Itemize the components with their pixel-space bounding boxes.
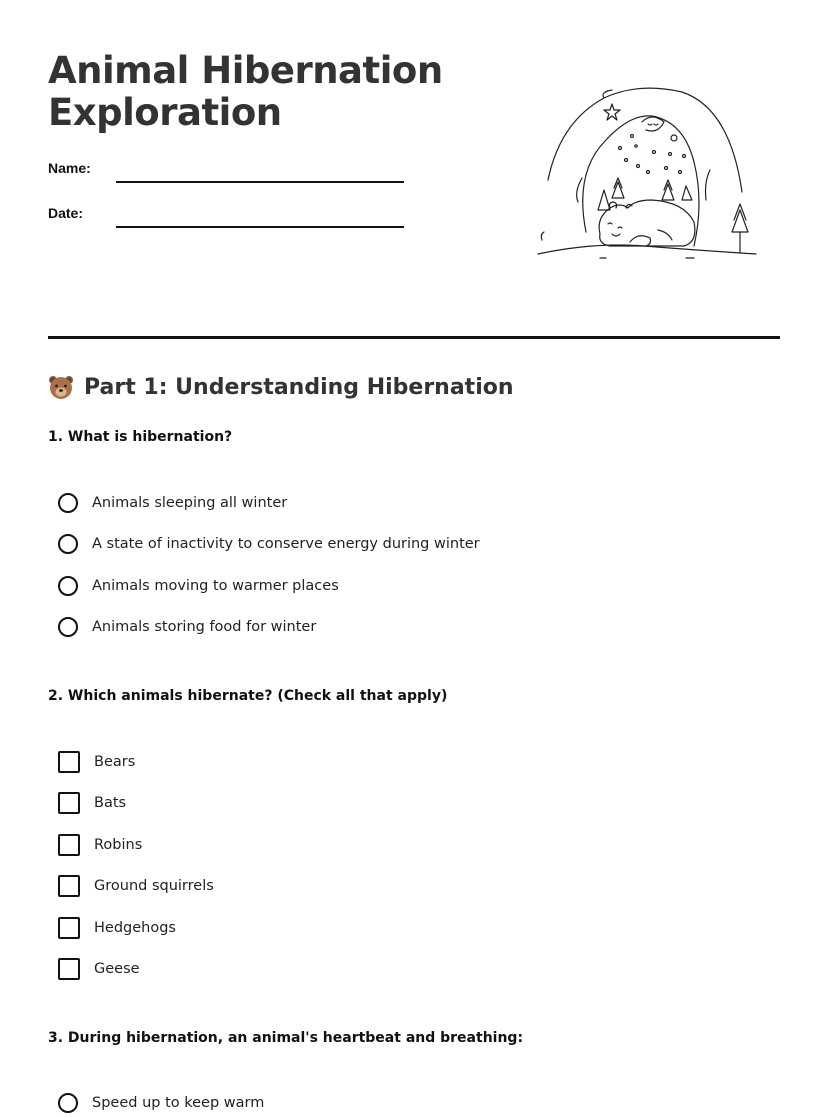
q1-option-2[interactable] (58, 532, 480, 556)
radio-button[interactable] (58, 617, 78, 637)
checkbox[interactable] (58, 792, 80, 814)
worksheet-title (48, 50, 443, 134)
name-field[interactable] (48, 160, 408, 184)
q2-option-5[interactable] (58, 916, 176, 940)
date-label: Date: (48, 205, 84, 221)
checkbox[interactable] (58, 958, 80, 980)
option-label: Robins (94, 837, 143, 853)
checkbox[interactable] (58, 875, 80, 897)
bear-face-icon (48, 374, 74, 400)
section-divider (48, 336, 780, 339)
q2-option-6[interactable] (58, 957, 140, 981)
q2-option-1[interactable] (58, 750, 135, 774)
question-1: 1. What is hibernation? (48, 429, 233, 445)
q3-option-1[interactable] (58, 1091, 264, 1115)
q1-option-3[interactable] (58, 574, 339, 598)
title-line-2: Exploration (48, 91, 282, 134)
radio-button[interactable] (58, 534, 78, 554)
worksheet-page (48, 0, 780, 1118)
option-label: Animals moving to warmer places (92, 578, 339, 594)
sleeping-bear-cave-icon (534, 82, 760, 264)
option-label: Animals storing food for winter (92, 619, 317, 635)
name-line[interactable] (116, 181, 404, 183)
checkbox[interactable] (58, 834, 80, 856)
option-label: Bats (94, 795, 127, 811)
q2-option-3[interactable] (58, 833, 142, 857)
question-2: 2. Which animals hibernate? (Check all that apply) (48, 688, 448, 704)
option-label: Bears (94, 754, 136, 770)
option-label: Animals sleeping all winter (92, 495, 288, 511)
checkbox[interactable] (58, 917, 80, 939)
q2-option-4[interactable] (58, 874, 214, 898)
radio-button[interactable] (58, 576, 78, 596)
date-line[interactable] (116, 226, 404, 228)
radio-button[interactable] (58, 493, 78, 513)
question-3: 3. During hibernation, an animal's heartbeat and breathing: (48, 1030, 524, 1046)
option-label: Geese (94, 961, 140, 977)
name-label: Name: (48, 160, 91, 176)
q1-option-4[interactable] (58, 615, 316, 639)
option-label: Speed up to keep warm (92, 1095, 265, 1111)
date-field[interactable] (48, 205, 408, 229)
part1-title (48, 374, 514, 400)
part1-title-text: Part 1: Understanding Hibernation (84, 374, 514, 400)
option-label: A state of inactivity to conserve energy during winter (92, 536, 480, 552)
option-label: Hedgehogs (94, 920, 176, 936)
q2-option-2[interactable] (58, 791, 126, 815)
option-label: Ground squirrels (94, 878, 214, 894)
checkbox[interactable] (58, 751, 80, 773)
title-line-1: Animal Hibernation (48, 49, 443, 92)
q1-option-1[interactable] (58, 491, 287, 515)
radio-button[interactable] (58, 1093, 78, 1113)
